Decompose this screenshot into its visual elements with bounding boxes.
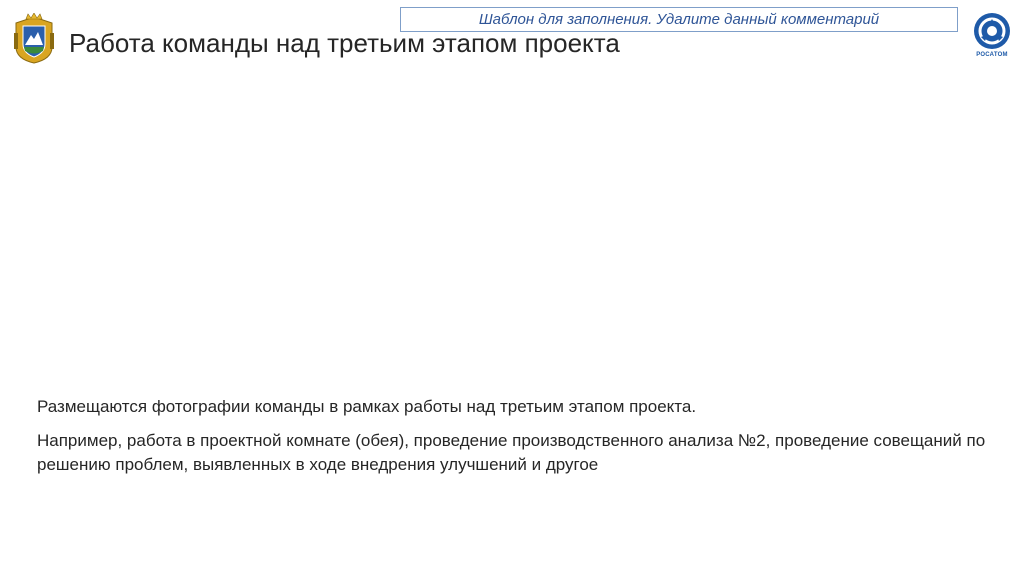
rosatom-logo (970, 12, 1014, 62)
coat-of-arms-icon (12, 13, 56, 65)
body-text (37, 395, 997, 487)
description-paragraph: Размещаются фотографии команды в рамках работы над третьим этапом проекта. (37, 397, 697, 416)
rosatom-logo-text: РОСАТОМ (976, 52, 1008, 58)
rosatom-logo-icon (970, 12, 1014, 52)
example-paragraph: Например, работа в проектной комнате (обея), проведение производственного анализа №2, проведение совещаний по решению проблем, выявленных в ходе внедрения улучшений и другое (37, 431, 986, 474)
template-comment-box[interactable] (400, 7, 958, 32)
page-title: Работа команды над третьим этапом проекта (69, 28, 620, 58)
template-comment-text: Шаблон для заполнения. Удалите данный комментарий (478, 11, 880, 28)
